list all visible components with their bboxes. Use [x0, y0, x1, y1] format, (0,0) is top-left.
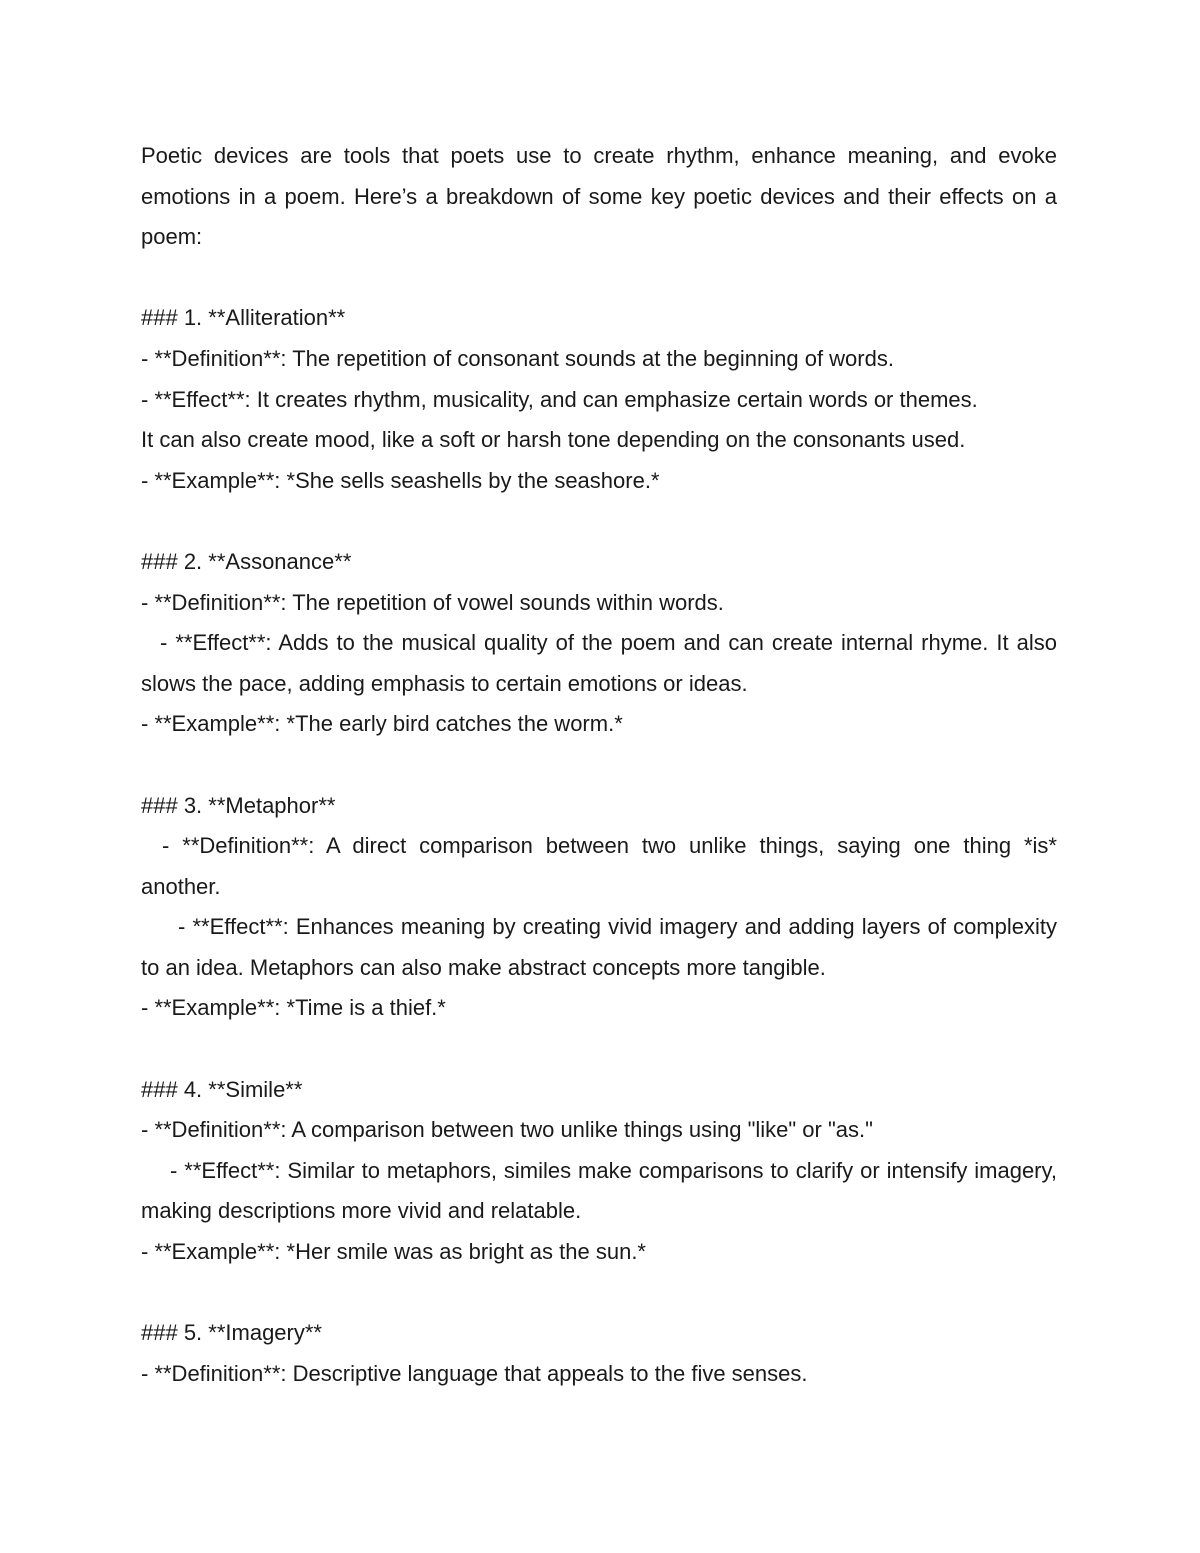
- assonance-definition: - **Definition**: The repetition of vowel sounds within words.: [141, 589, 724, 615]
- section-heading-simile: ### 4. **Simile**: [141, 1076, 303, 1102]
- metaphor-effect: - **Effect**: Enhances meaning by creating vivid imagery and adding layers of complexity to an idea. Metaphors can also make abstract concepts more tangible.: [141, 914, 1057, 980]
- section-heading-alliteration: ### 1. **Alliteration**: [141, 305, 346, 331]
- simile-effect: - **Effect**: Similar to metaphors, similes make comparisons to clarify or intensify imagery, making descriptions more vivid and relatable.: [141, 1157, 1057, 1224]
- alliteration-effect: - **Effect**: It creates rhythm, musicality, and can emphasize certain words or themes.: [141, 386, 978, 412]
- assonance-example: - **Example**: *The early bird catches the worm.*: [141, 711, 623, 737]
- blank-line: [141, 1273, 1057, 1314]
- section-heading-imagery: ### 5. **Imagery**: [141, 1320, 322, 1346]
- blank-line: [141, 501, 1057, 542]
- alliteration-example: - **Example**: *She sells seashells by the seashore.*: [141, 467, 660, 493]
- section-heading-assonance: ### 2. **Assonance**: [141, 548, 352, 574]
- simile-definition: - **Definition**: A comparison between two unlike things using "like" or "as.": [141, 1117, 873, 1143]
- blank-line: [141, 745, 1057, 786]
- assonance-effect: - **Effect**: Adds to the musical quality of the poem and can create internal rhyme. It also slows the pace, adding emphasis to certain emotions or ideas.: [141, 630, 1057, 696]
- blank-line: [141, 258, 1057, 299]
- metaphor-example: - **Example**: *Time is a thief.*: [141, 995, 446, 1021]
- blank-line: [141, 1029, 1057, 1070]
- section-heading-metaphor: ### 3. **Metaphor**: [141, 792, 336, 818]
- intro-paragraph: Poetic devices are tools that poets use to create rhythm, enhance meaning, and evoke emotions in a poem. Here’s a breakdown of some key poetic devices and their effects on a poem:: [141, 143, 1057, 250]
- simile-example: - **Example**: *Her smile was as bright as the sun.*: [141, 1239, 646, 1265]
- imagery-definition: - **Definition**: Descriptive language that appeals to the five senses.: [141, 1360, 808, 1386]
- metaphor-definition: - **Definition**: A direct comparison between two unlike things, saying one thing *is* another.: [141, 833, 1057, 899]
- document-body: [141, 136, 1057, 1394]
- alliteration-effect-continued: It can also create mood, like a soft or harsh tone depending on the consonants used.: [141, 427, 966, 453]
- alliteration-definition: - **Definition**: The repetition of consonant sounds at the beginning of words.: [141, 345, 894, 371]
